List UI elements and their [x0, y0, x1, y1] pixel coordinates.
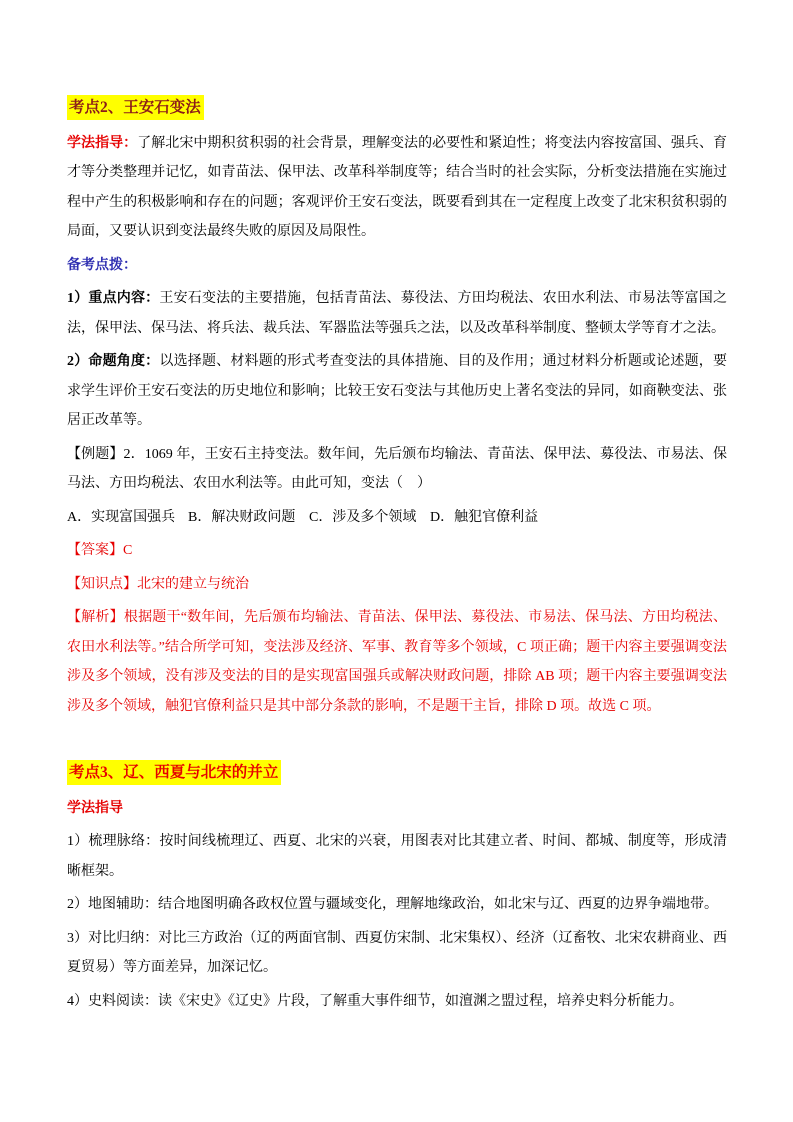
study-item-4: 4）史料阅读：读《宋史》《辽史》片段，了解重大事件细节，如澶渊之盟过程，培养史料分析能力。 [67, 993, 683, 1009]
knowledge-point-line: 【知识点】北宋的建立与统治 [67, 576, 249, 592]
option-c: C．涉及多个领域 [309, 509, 417, 525]
study-guide-label-3: 学法指导 [67, 800, 123, 816]
question-angle-label: 2）命题角度： [67, 354, 160, 369]
answer-line: 【答案】C [67, 543, 133, 558]
study-guide-text: 了解北宋中期积贫积弱的社会背景，理解变法的必要性和紧迫性；将变法内容按富国、强兵、育才等分类整理并记忆，如青苗法、保甲法、改革科举制度等；结合当时的社会实际，分析变法措施在实施过程中产生的积极影响和存在的问题；客观评价王安石变法，既要看到其在一定程度上改变了北宋积贫积弱的局面，又要认识到变法最终失败的原因及局限性。 [67, 135, 727, 239]
section-kaodian-2 [67, 93, 727, 721]
study-item-2: 2）地图辅助：结合地图明确各政权位置与疆域变化，理解地缘政治，如北宋与辽、西夏的边界争端地带。 [67, 897, 718, 912]
option-a: A．实现富国强兵 [67, 509, 176, 525]
section-2-heading [67, 93, 727, 123]
section-2-heading-highlight: 考点2、王安石变法 [67, 95, 204, 120]
key-content-text: 王安石变法的主要措施，包括青苗法、募役法、方田均税法、农田水利法、市易法等富国之法，保甲法、保马法、将兵法、裁兵法、军器监法等强兵之法，以及改革科举制度、整顿太学等育才之法。 [67, 291, 728, 336]
key-content-paragraph [67, 284, 727, 343]
study-guide-heading-3 [67, 794, 727, 824]
key-content-label: 1）重点内容： [67, 291, 160, 306]
section-3-heading-highlight: 考点3、辽、西夏与北宋的并立 [67, 760, 281, 785]
question-angle-text: 以选择题、材料题的形式考查变法的具体措施、目的及作用；通过材料分析题或论述题，要求学生评价王安石变法的历史地位和影响；比较王安石变法与其他历史上著名变法的异同，如商鞅变法、张居正改革等。 [67, 354, 728, 428]
question-angle-paragraph [67, 347, 727, 436]
study-guide-paragraph [67, 129, 727, 247]
study-item-1: 1）梳理脉络：按时间线梳理辽、西夏、北宋的兴衰，用图表对比其建立者、时间、都城、制度等，形成清晰框架。 [67, 834, 727, 879]
section-3-heading [67, 758, 727, 788]
example-question: 【例题】2．1069 年，王安石主持变法。数年间，先后颁布均输法、青苗法、保甲法、募役法、市易法、保马法、方田均税法、农田水利法等。由此可知，变法（ ） [67, 446, 727, 491]
exam-tips-label: 备考点拨： [67, 257, 137, 273]
exam-tips-heading [67, 251, 727, 281]
option-b: B．解决财政问题 [188, 509, 296, 525]
analysis-paragraph: 【解析】根据题干“数年间，先后颁布均输法、青苗法、保甲法、募役法、市易法、保马法、方田均税法、农田水利法等。”结合所学可知，变法涉及经济、军事、教育等多个领域，C 项正确；题干内容主要强调变法涉及多个领域，没有涉及变法的目的是实现富国强兵或解决财政问题，排除 AB 项；题干内容主要强调变法涉及多个领域，触犯官僚利益只是其中部分条款的影响，不是题干主旨，排除 D 项。故选 C 项。 [67, 610, 727, 714]
study-guide-label: 学法指导： [67, 135, 138, 151]
option-d: D．触犯官僚利益 [430, 509, 539, 525]
section-kaodian-3 [67, 758, 727, 1016]
answer-options-row [67, 503, 727, 533]
study-item-3: 3）对比归纳：对比三方政治（辽的两面官制、西夏仿宋制、北宋集权）、经济（辽畜牧、北宋农耕商业、西夏贸易）等方面差异，加深记忆。 [67, 930, 727, 975]
